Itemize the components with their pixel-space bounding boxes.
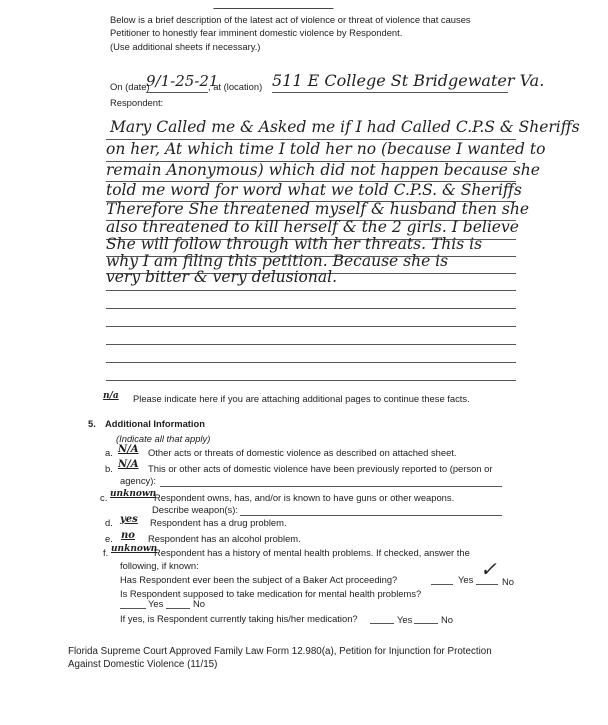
- item-f-letter: f.: [103, 547, 109, 558]
- section-5-number: 5.: [88, 418, 96, 429]
- narrative-line-7: She will follow through with her threats. This is: [106, 235, 483, 253]
- narrative-line-5: Therefore She threatened myself & husband then she: [106, 200, 530, 218]
- footer-line-1: Florida Supreme Court Approved Family Law Form 12.980(a), Petition for Injunction for Protection: [68, 646, 492, 657]
- intro-line-3: (Use additional sheets if necessary.): [110, 41, 261, 52]
- section-5-subtitle: (Indicate all that apply): [116, 433, 211, 444]
- intro-line-2: Petitioner to honestly fear imminent domestic violence by Respondent.: [110, 27, 403, 38]
- item-e-mark[interactable]: no: [121, 530, 135, 541]
- narrative-line-9: very bitter & very delusional.: [106, 268, 338, 286]
- taking-medication-no-label: No: [441, 614, 453, 625]
- narrative-line-3: remain Anonymous) which did not happen because she: [106, 161, 540, 179]
- taking-medication-yes-label: Yes: [397, 614, 413, 625]
- item-b-text-1: This or other acts of domestic violence have been previously reported to (person or: [148, 463, 493, 474]
- item-c-letter: c.: [100, 492, 108, 503]
- item-e-letter: e.: [105, 533, 113, 544]
- item-f-mark[interactable]: unknown: [111, 544, 158, 554]
- item-a-text: Other acts or threats of domestic violence as described on attached sheet.: [148, 447, 457, 458]
- narrative-line-2: on her, At which time I told her no (because I wanted to: [106, 140, 546, 158]
- item-a-letter: a.: [105, 447, 113, 458]
- baker-act-no-label: No: [502, 576, 514, 587]
- attach-text: Please indicate here if you are attaching additional pages to continue these facts.: [133, 393, 470, 404]
- date-value[interactable]: 9/1-25-21: [146, 72, 219, 90]
- item-c-weapon-label: Describe weapon(s):: [152, 504, 238, 515]
- location-label: , at (location): [208, 81, 263, 92]
- attach-mark[interactable]: n/a: [103, 391, 119, 401]
- intro-line-1: Below is a brief description of the latest act of violence or threat of violence that causes: [110, 14, 471, 25]
- baker-act-question: Has Respondent ever been the subject of a Baker Act proceeding?: [120, 574, 398, 585]
- item-b-text-2: agency):: [120, 475, 156, 486]
- item-d-text: Respondent has a drug problem.: [150, 517, 287, 528]
- baker-act-no-check[interactable]: ✓: [480, 557, 497, 581]
- item-e-text: Respondent has an alcohol problem.: [148, 533, 301, 544]
- section-5-title: Additional Information: [105, 418, 205, 429]
- medication-no-label: No: [193, 598, 205, 609]
- taking-medication-question: If yes, is Respondent currently taking his/her medication?: [120, 613, 358, 624]
- date-label: On (date): [110, 81, 150, 92]
- narrative-line-4: told me word for word what we told C.P.S. & Sheriffs: [106, 181, 522, 199]
- baker-act-yes-label: Yes: [458, 574, 474, 585]
- item-b-mark[interactable]: N/A: [118, 459, 139, 470]
- medication-question: Is Respondent supposed to take medication for mental health problems?: [120, 588, 422, 599]
- item-d-mark[interactable]: yes: [120, 514, 138, 525]
- narrative-line-8: why I am filing this petition. Because she is: [106, 252, 449, 270]
- item-c-mark[interactable]: unknown: [110, 489, 157, 499]
- narrative-line-6: also threatened to kill herself & the 2 girls. I believe: [106, 218, 519, 236]
- location-value[interactable]: 511 E College St Bridgewater Va.: [272, 71, 545, 90]
- medication-yes-label: Yes: [148, 598, 164, 609]
- respondent-label: Respondent:: [110, 97, 164, 108]
- item-b-letter: b.: [105, 463, 113, 474]
- item-d-letter: d.: [105, 517, 113, 528]
- item-f-text-2: following, if known:: [120, 560, 199, 571]
- item-f-text-1: Respondent has a history of mental health problems. If checked, answer the: [154, 547, 470, 558]
- footer-line-2: Against Domestic Violence (11/15): [68, 659, 218, 670]
- item-a-mark[interactable]: N/A: [118, 444, 139, 455]
- top-scribble: [213, 0, 338, 9]
- item-c-text: Respondent owns, has, and/or is known to have guns or other weapons.: [154, 492, 455, 503]
- narrative-line-1: Mary Called me & Asked me if I had Called C.P.S & Sheriffs: [110, 118, 580, 136]
